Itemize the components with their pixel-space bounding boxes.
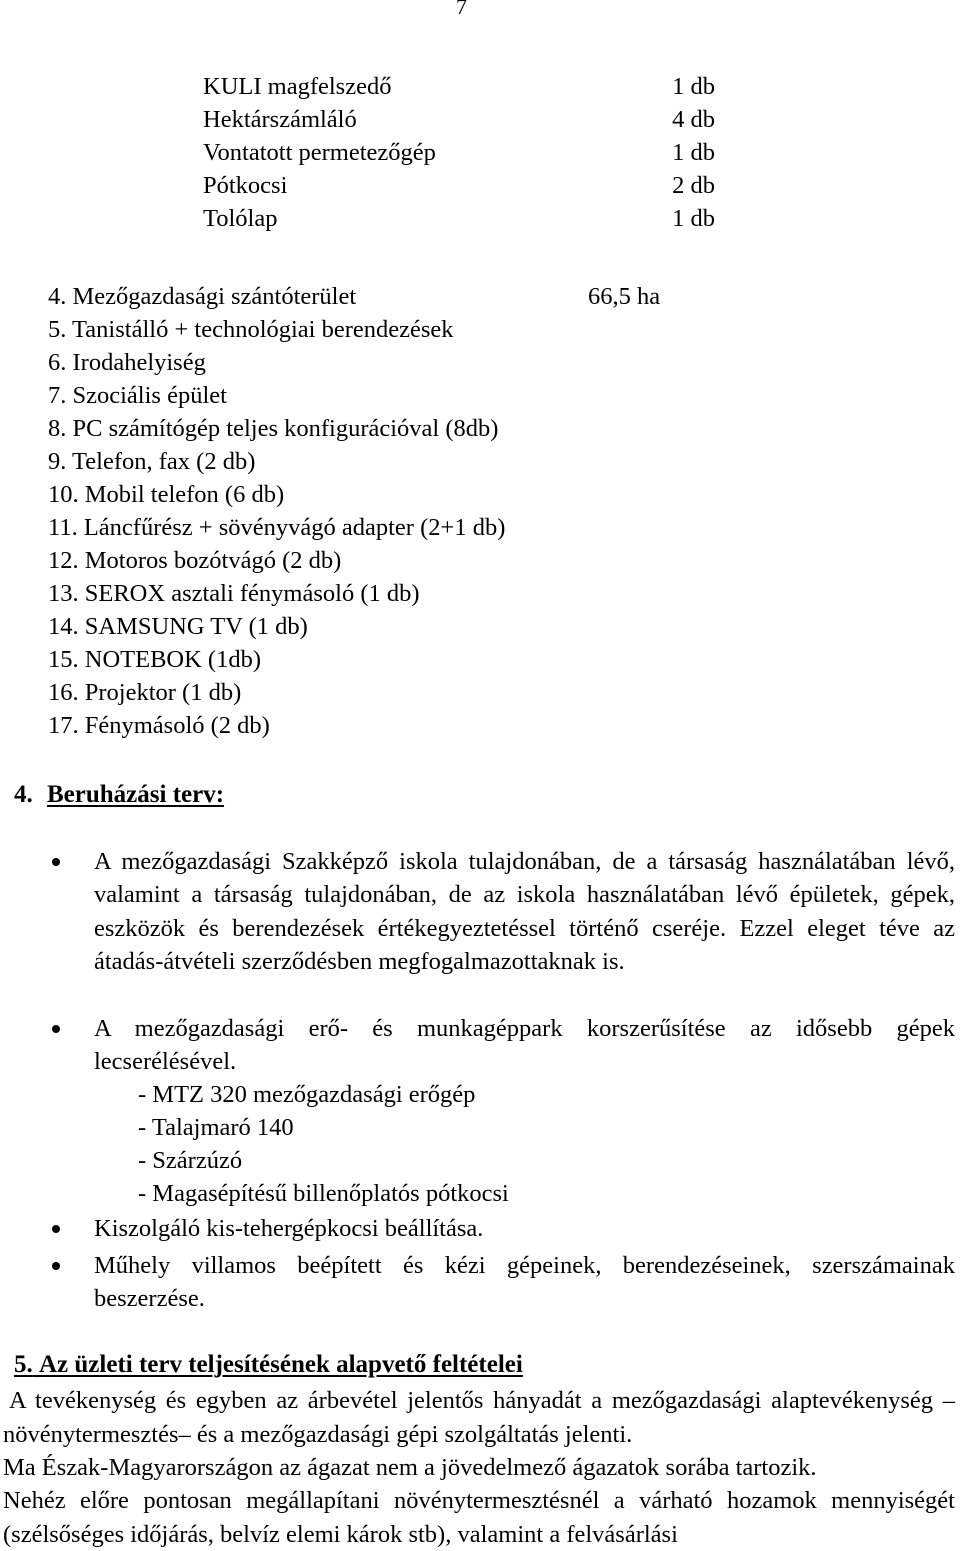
section-5-title: Az üzleti terv teljesítésének alapvető feltételei [39,1351,523,1378]
asset-item: 16. Projektor (1 db) [48,679,242,706]
asset-item: 5. Tanistálló + technológiai berendezések [48,316,454,343]
area-value: 66,5 ha [588,283,661,310]
bullet-item: A mezőgazdasági erő- és munkagéppark korszerűsítése az idősebb gépek lecserélésével. [94,1015,955,1076]
asset-item: 11. Láncfűrész + sövényvágó adapter (2+1 db) [48,514,506,541]
section-4-number: 4. [14,781,33,808]
section-4-title: Beruházási terv: [47,781,225,808]
equipment-name: Pótkocsi [203,172,288,199]
equipment-name: KULI magfelszedő [203,73,392,100]
sub-item: - MTZ 320 mezőgazdasági erőgép [138,1081,476,1108]
bullet-icon [52,858,60,866]
asset-item: 6. Irodahelyiség [48,349,206,376]
equipment-qty: 2 db [672,172,715,199]
section-4-heading [14,780,224,810]
paragraph: Nehéz előre pontosan megállapítani növénytermesztésnél a várható hozamok mennyiségét (szélsőséges időjárás, belvíz elemi károk stb), valamint a felvásárlási [3,1487,955,1548]
equipment-name: Hektárszámláló [203,106,357,133]
bullet-icon [52,1262,60,1270]
bullet-item: A mezőgazdasági Szakképző iskola tulajdonában, de a társaság használatában lévő, valamint a társaság tulajdonában, de az iskola használatában lévő épületek, gépek, eszközök és berendezések értékegyeztetéssel történő cseréje. Ezzel eleget téve az átadás-átvételi szerződésben megfogalmazottaknak is. [94,848,955,975]
bullet-icon [52,1025,60,1033]
bullet-item: Műhely villamos beépített és kézi gépeinek, berendezéseinek, szerszámainak beszerzése. [94,1252,955,1313]
paragraph: Ma Észak-Magyarországon az ágazat nem a jövedelmező ágazatok sorába tartozik. [3,1454,817,1481]
sub-item: - Szárzúzó [138,1147,243,1174]
asset-item: 10. Mobil telefon (6 db) [48,481,285,508]
equipment-qty: 4 db [672,106,715,133]
asset-item: 9. Telefon, fax (2 db) [48,448,256,475]
sub-item: - Magasépítésű billenőplatós pótkocsi [138,1180,509,1207]
equipment-name: Tolólap [203,205,278,232]
asset-item: 8. PC számítógép teljes konfigurációval (8db) [48,415,499,442]
asset-item: 12. Motoros bozótvágó (2 db) [48,547,342,574]
section-5-number: 5. [14,1351,33,1378]
asset-item: 15. NOTEBOK (1db) [48,646,261,673]
page-number: 7 [456,0,467,19]
asset-item: 4. Mezőgazdasági szántóterület [48,283,357,310]
asset-item: 13. SEROX asztali fénymásoló (1 db) [48,580,420,607]
sub-item: - Talajmaró 140 [138,1114,294,1141]
section-5-heading [14,1350,523,1380]
equipment-qty: 1 db [672,205,715,232]
bullet-item: Kiszolgáló kis-tehergépkocsi beállítása. [94,1215,484,1242]
asset-item: 7. Szociális épület [48,382,227,409]
asset-item: 17. Fénymásoló (2 db) [48,712,270,739]
asset-item: 14. SAMSUNG TV (1 db) [48,613,308,640]
equipment-qty: 1 db [672,73,715,100]
equipment-qty: 1 db [672,139,715,166]
bullet-icon [52,1225,60,1233]
equipment-name: Vontatott permetezőgép [203,139,436,166]
paragraph: A tevékenység és egyben az árbevétel jelentős hányadát a mezőgazdasági alaptevékenység –növénytermesztés– és a mezőgazdasági gépi szolgáltatás jelenti. [3,1387,955,1448]
